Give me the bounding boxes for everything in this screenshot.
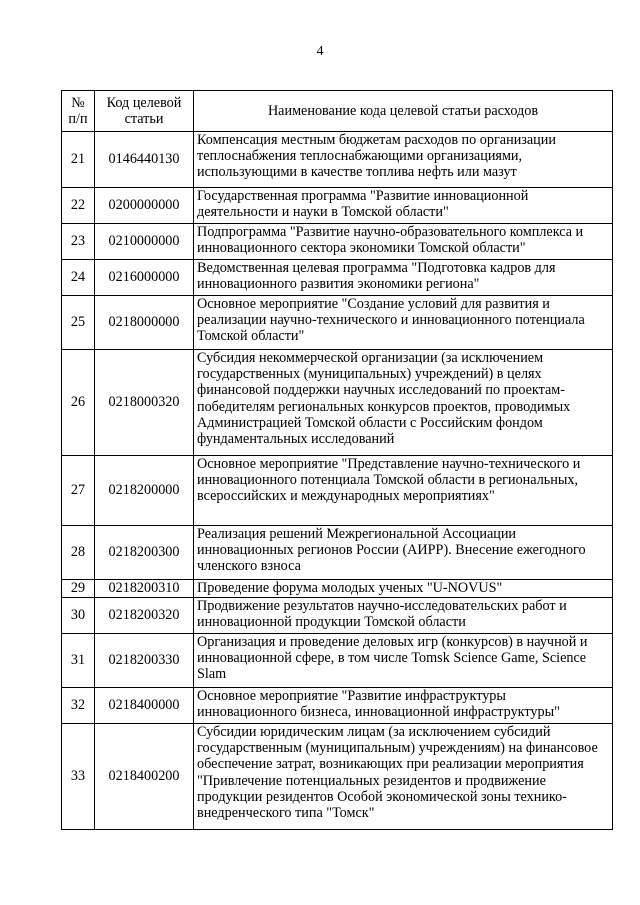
header-num: № п/п [62,91,95,132]
table-body [62,132,613,830]
row-code-cell: 0200000000 [95,188,194,224]
table-row [62,634,613,688]
row-number-cell: 22 [62,188,95,224]
row-name-cell: Основное мероприятие "Создание условий для развития и реализации научно-технического и инновационного потенциала Томской области" [194,296,613,350]
row-name-cell: Субсидия некоммерческой организации (за исключением государственных (муниципальных) учреждений) в целях финансовой поддержки научных исследований по проектам-победителям региональных конкурсов проектов, проводимых Администрацией Томской области с Российским фондом фундаментальных исследований [194,350,613,456]
row-name-cell: Субсидии юридическим лицам (за исключением субсидий государственным (муниципальным) учреждениям) на финансовое обеспечение затрат, возникающих при реализации мероприятия "Привлечение потенциальных резидентов и продвижение продукции резидентов Особой экономической зоны технико-внедренческого типа "Томск" [194,724,613,830]
row-number-cell: 28 [62,526,95,580]
row-code-cell: 0218200330 [95,634,194,688]
row-name-cell: Реализация решений Межрегиональной Ассоциации инновационных регионов России (АИРР). Внесение ежегодного членского взноса [194,526,613,580]
row-number-cell: 29 [62,580,95,598]
row-code-cell: 0218200310 [95,580,194,598]
table-row [62,526,613,580]
table-header-row [62,91,613,132]
row-code-cell: 0218400200 [95,724,194,830]
row-name-cell: Основное мероприятие "Развитие инфраструктуры инновационного бизнеса, инновационной инфраструктуры" [194,688,613,724]
row-name-cell: Основное мероприятие "Представление научно-технического и инновационного потенциала Томской области в региональных, всероссийских и международных мероприятиях" [194,456,613,526]
row-code-cell: 0218000000 [95,296,194,350]
row-number-cell: 32 [62,688,95,724]
row-number-cell: 21 [62,132,95,188]
row-code-cell: 0210000000 [95,224,194,260]
header-code: Код целевой статьи [95,91,194,132]
table-row [62,350,613,456]
row-name-cell: Продвижение результатов научно-исследовательских работ и инновационной продукции Томской области [194,598,613,634]
target-codes-table [61,90,613,830]
page-number: 4 [316,44,324,59]
row-code-cell: 0146440130 [95,132,194,188]
row-name-cell: Ведомственная целевая программа "Подготовка кадров для инновационного развития экономики региона" [194,260,613,296]
row-number-cell: 25 [62,296,95,350]
row-name-cell: Организация и проведение деловых игр (конкурсов) в научной и инновационной сфере, в том числе Tomsk Science Game, Science Slam [194,634,613,688]
row-code-cell: 0218400000 [95,688,194,724]
row-number-cell: 23 [62,224,95,260]
table-row [62,260,613,296]
table-row [62,188,613,224]
row-name-cell: Государственная программа "Развитие инновационной деятельности и науки в Томской области" [194,188,613,224]
row-number-cell: 33 [62,724,95,830]
row-name-cell: Компенсация местным бюджетам расходов по организации теплоснабжения теплоснабжающими организациями, использующими в качестве топлива нефть или мазут [194,132,613,188]
table-row [62,296,613,350]
row-code-cell: 0218200320 [95,598,194,634]
row-code-cell: 0218000320 [95,350,194,456]
header-name: Наименование кода целевой статьи расходов [194,91,613,132]
row-code-cell: 0218200000 [95,456,194,526]
row-number-cell: 24 [62,260,95,296]
row-code-cell: 0216000000 [95,260,194,296]
table-row [62,132,613,188]
table-row [62,724,613,830]
table-row [62,580,613,598]
row-code-cell: 0218200300 [95,526,194,580]
row-name-cell: Проведение форума молодых ученых "U-NOVUS" [194,580,613,598]
table-row [62,456,613,526]
row-name-cell: Подпрограмма "Развитие научно-образовательного комплекса и инновационного сектора экономики Томской области" [194,224,613,260]
row-number-cell: 31 [62,634,95,688]
table-row [62,598,613,634]
row-number-cell: 27 [62,456,95,526]
table-row [62,688,613,724]
table-row [62,224,613,260]
row-number-cell: 26 [62,350,95,456]
row-number-cell: 30 [62,598,95,634]
